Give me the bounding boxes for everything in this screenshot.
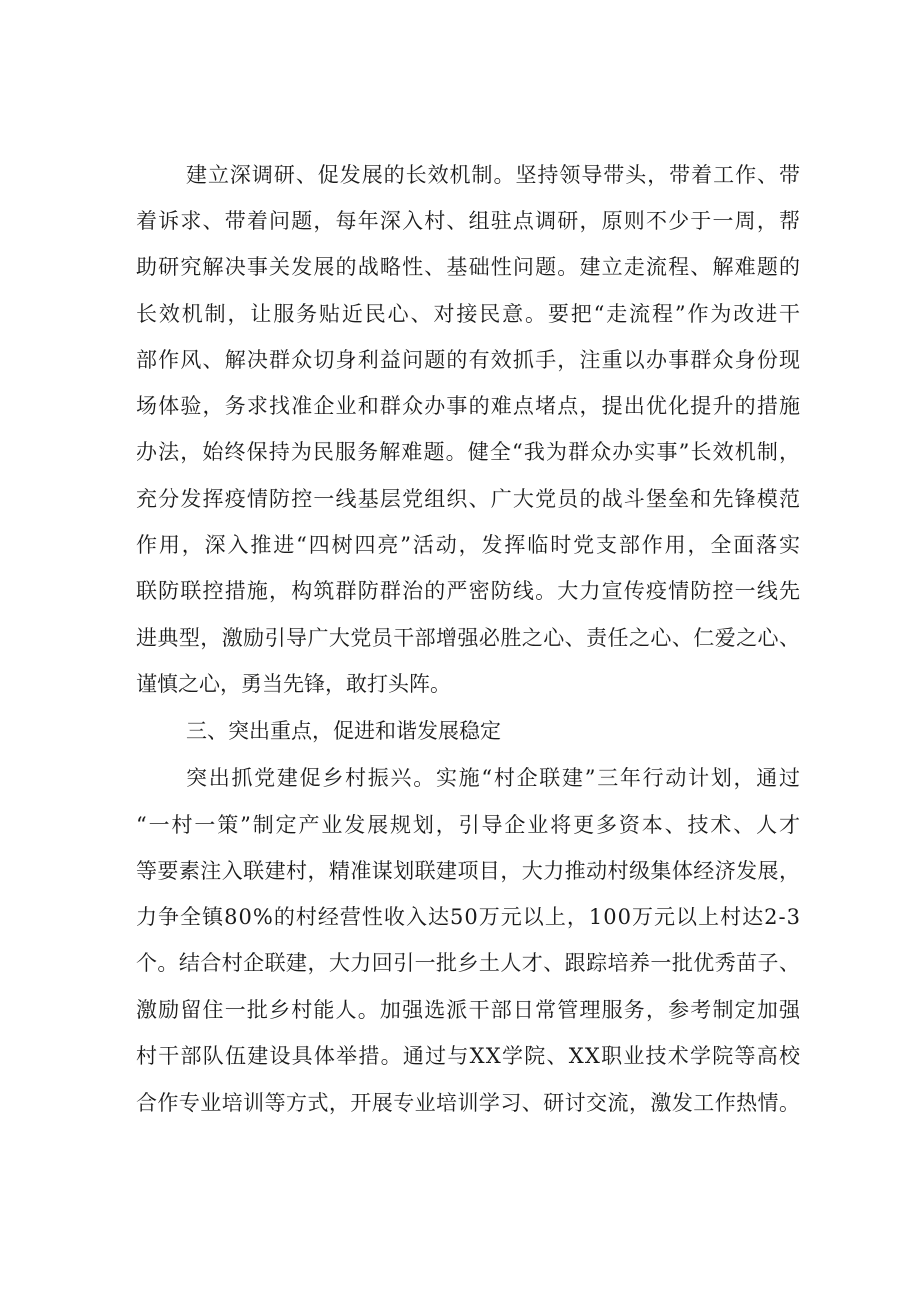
line-text: 谨慎之心，勇当先锋，敢打头阵。 [136, 672, 451, 696]
line-text: 力争全镇80%的村经营性收入达50万元以上，100万元以上村达2-3 [136, 905, 802, 929]
paragraph-1-line-12 [0, 664, 920, 704]
paragraph-2-line-3 [0, 851, 920, 891]
line-text: 突出抓党建促乡村振兴。实施“村企联建”三年行动计划，通过 [186, 766, 802, 790]
line-text: 着诉求、带着问题，每年深入村、组驻点调研，原则不少于一周，帮 [136, 209, 802, 233]
paragraph-2-line-5 [0, 943, 920, 983]
line-text: 建立深调研、促发展的长效机制。坚持领导带头，带着工作、带 [186, 163, 801, 187]
paragraph-1-line-11 [0, 618, 920, 658]
line-text: 等要素注入联建村，精准谋划联建项目，大力推动村级集体经济发展， [136, 859, 801, 883]
paragraph-1-line-2 [0, 201, 920, 241]
paragraph-2-line-8 [0, 1083, 920, 1123]
paragraph-1-line-7 [0, 432, 920, 472]
paragraph-2-line-1 [0, 758, 920, 798]
line-text: 村干部队伍建设具体举措。通过与XX学院、XX职业技术学院等高校 [136, 1044, 802, 1068]
paragraph-1-line-6 [0, 386, 920, 426]
line-text: 个。结合村企联建，大力回引一批乡土人才、跟踪培养一批优秀苗子、 [136, 951, 801, 975]
paragraph-1-line-9 [0, 525, 920, 565]
line-text: 合作专业培训等方式，开展专业培训学习、研讨交流，激发工作热情。 [136, 1091, 801, 1115]
line-text: 场体验，务求找准企业和群众办事的难点堵点，提出优化提升的措施 [136, 394, 802, 418]
line-text: 激励留住一批乡村能人。加强选派干部日常管理服务，参考制定加强 [136, 998, 802, 1022]
paragraph-2-line-7 [0, 1036, 920, 1076]
paragraph-1-line-5 [0, 340, 920, 380]
line-text: 进典型，激励引导广大党员干部增强必胜之心、责任之心、仁爱之心、 [136, 626, 801, 650]
paragraph-1-line-4 [0, 294, 920, 334]
line-text: 长效机制，让服务贴近民心、对接民意。要把“走流程”作为改进干 [136, 302, 802, 326]
line-text: “一村一策”制定产业发展规划，引导企业将更多资本、技术、人才 [136, 813, 802, 837]
paragraph-1-line-8 [0, 479, 920, 519]
paragraph-2-line-6 [0, 990, 920, 1030]
line-text: 联防联控措施，构筑群防群治的严密防线。大力宣传疫情防控一线先 [136, 579, 802, 603]
paragraph-1-line-10 [0, 571, 920, 611]
line-text: 作用，深入推进“四树四亮”活动，发挥临时党支部作用，全面落实 [136, 533, 802, 557]
paragraph-2-line-4 [0, 897, 920, 937]
line-text: 部作风、解决群众切身利益问题的有效抓手，注重以办事群众身份现 [136, 348, 802, 372]
section-heading [0, 711, 920, 751]
line-text: 充分发挥疫情防控一线基层党组织、广大党员的战斗堡垒和先锋模范 [136, 487, 802, 511]
line-text: 助研究解决事关发展的战略性、基础性问题。建立走流程、解难题的 [136, 255, 802, 279]
paragraph-1-line-3 [0, 247, 920, 287]
paragraph-2-line-2 [0, 805, 920, 845]
heading-text: 三、突出重点，促进和谐发展稳定 [186, 719, 501, 743]
line-text: 办法，始终保持为民服务解难题。健全“我为群众办实事”长效机制， [136, 440, 802, 464]
paragraph-1-line-1 [0, 155, 920, 195]
